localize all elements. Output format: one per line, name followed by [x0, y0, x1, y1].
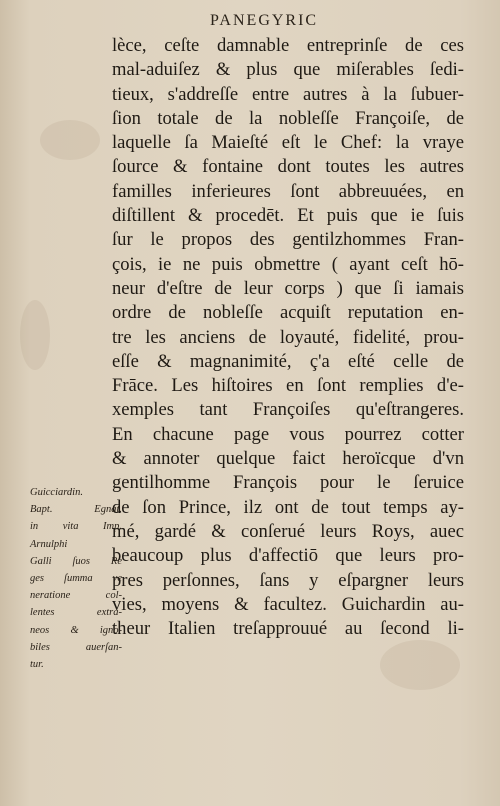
text-line: pres perſonnes, ſans y eſpargner leurs	[112, 569, 464, 591]
text-line: xemples tant Françoiſes qu'eſtrangeres.	[112, 399, 464, 421]
margin-note-line: lentes extra-	[30, 607, 122, 619]
main-text-block	[112, 34, 464, 641]
margin-note-line: Arnulphi	[30, 538, 68, 550]
text-line: ordre de nobleſſe acquiſt reputation en-	[112, 302, 464, 324]
paper-stain	[20, 300, 50, 370]
text-line: mé, gardé & conſerué leurs Roys, auec	[112, 520, 464, 542]
text-line: ſur le propos des gentilzhommes Fran-	[112, 229, 464, 251]
text-line: tieux, s'addreſſe entre autres à la ſubuer-	[112, 83, 464, 105]
margin-note-line: neos & igno-	[30, 624, 122, 636]
text-line: neur d'eſtre de leur corps ) que ſi iamais	[112, 277, 464, 299]
text-line: diſtillent & procedēt. Et puis que ie ſuis	[112, 205, 464, 227]
margin-note-line: Bapt. Egnat.	[30, 504, 122, 516]
text-line: ſource & fontaine dont toutes les autres	[112, 156, 464, 178]
text-line: En chacune page vous pourrez cotter	[112, 423, 464, 445]
text-line: & annoter quelque faict heroïcque d'vn	[112, 448, 464, 470]
text-line: beaucoup plus d'affectiō que leurs pro-	[112, 545, 464, 567]
margin-note-line: neratione col-	[30, 590, 122, 602]
text-line: familles inferieures ſont abbreuuées, en	[112, 180, 464, 202]
margin-note-line: Guicciardin.	[30, 487, 83, 498]
margin-note-line: biles auerſan-	[30, 641, 122, 653]
margin-note-line: in vita Imp.	[30, 521, 122, 533]
text-line: ſion totale de la nobleſſe Françoiſe, de	[112, 107, 464, 129]
paper-stain	[40, 120, 100, 160]
text-line: gentilhomme François pour le ſeruice	[112, 472, 464, 494]
text-line: de ſon Prince, ilz ont de tout temps ay-	[112, 496, 464, 518]
text-line: eſſe & magnanimité, ç'a eſté celle de	[112, 350, 464, 372]
text-line: çois, ie ne puis obmettre ( ayant ceſt hō-	[112, 253, 464, 275]
marginal-citation	[30, 484, 122, 673]
text-line: laquelle ſa Maieſté eſt le Chef: la vraye	[112, 132, 464, 154]
text-line: lèce, ceſte damnable entreprinſe de ces	[112, 35, 464, 56]
margin-note-line: Galli ſuos Re	[30, 555, 122, 567]
text-line: tre les anciens de loyauté, fidelité, prou-	[112, 326, 464, 348]
text-line: mal-aduiſez & plus que miſerables ſedi-	[112, 59, 464, 81]
margin-note-line: tur.	[30, 659, 44, 671]
text-line: Frāce. Les hiſtoires en ſont remplies d'e-	[112, 375, 464, 397]
margin-note-line: ges ſumma ve	[30, 573, 122, 585]
paper-stain	[380, 640, 460, 690]
text-line: vies, moyens & facultez. Guichardin au-	[112, 593, 464, 615]
running-title: PANEGYRIC	[210, 12, 319, 29]
text-line: theur Italien treſapprouué au ſecond li-	[112, 618, 464, 640]
